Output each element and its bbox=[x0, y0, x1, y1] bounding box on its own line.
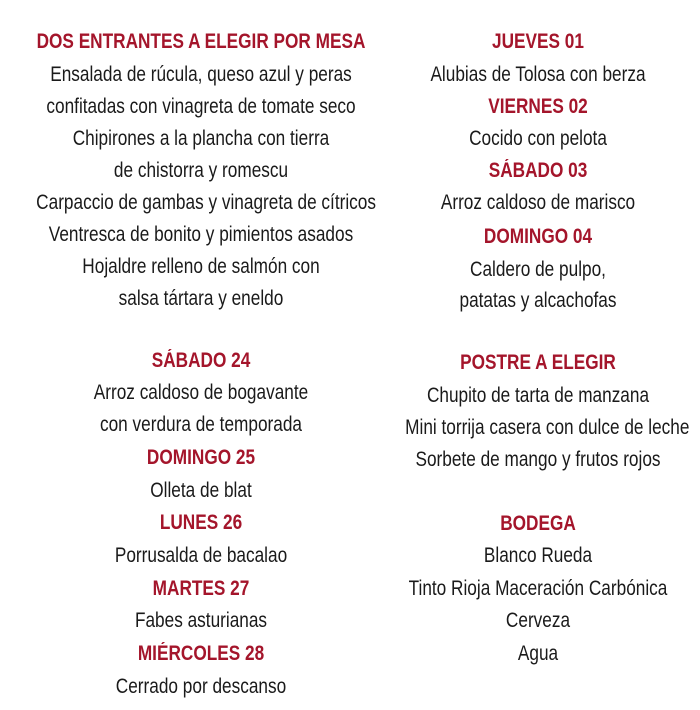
day-heading-jueves-01: JUEVES 01 bbox=[492, 30, 584, 53]
entrantes-line: confitadas con vinagreta de tomate seco bbox=[46, 95, 356, 118]
day-dish: Olleta de blat bbox=[150, 479, 252, 502]
day-heading-martes-27: MARTES 27 bbox=[152, 577, 250, 600]
postre-item: Mini torrija casera con dulce de leche bbox=[405, 416, 690, 439]
day-dish: Arroz caldoso de marisco bbox=[440, 191, 636, 214]
day-heading-domingo-25: DOMINGO 25 bbox=[146, 446, 256, 469]
postre-heading: POSTRE A ELEGIR bbox=[460, 351, 616, 374]
entrantes-line: Chipirones a la plancha con tierra bbox=[72, 127, 330, 150]
day-heading-lunes-26: LUNES 26 bbox=[159, 511, 243, 534]
postre-item: Sorbete de mango y frutos rojos bbox=[415, 448, 661, 471]
day-heading-viernes-02: VIERNES 02 bbox=[488, 95, 588, 118]
day-dish: con verdura de temporada bbox=[99, 413, 302, 436]
day-dish: patatas y alcachofas bbox=[459, 289, 617, 312]
day-dish: Cocido con pelota bbox=[469, 127, 607, 150]
postre-item: Chupito de tarta de manzana bbox=[426, 384, 650, 407]
bodega-item: Tinto Rioja Maceración Carbónica bbox=[408, 577, 668, 600]
day-dish: Porrusalda de bacalao bbox=[114, 544, 288, 567]
bodega-item: Agua bbox=[517, 642, 559, 665]
day-heading-miercoles-28: MIÉRCOLES 28 bbox=[137, 642, 265, 665]
entrantes-line: Ventresca de bonito y pimientos asados bbox=[48, 223, 354, 246]
entrantes-line: Hojaldre relleno de salmón con bbox=[82, 255, 320, 278]
day-dish: Fabes asturianas bbox=[134, 609, 268, 632]
day-dish: Alubias de Tolosa con berza bbox=[430, 63, 646, 86]
entrantes-heading: DOS ENTRANTES A ELEGIR POR MESA bbox=[36, 30, 366, 53]
day-heading-domingo-04: DOMINGO 04 bbox=[483, 225, 593, 248]
day-dish: Caldero de pulpo, bbox=[470, 258, 606, 281]
bodega-heading: BODEGA bbox=[500, 512, 576, 535]
entrantes-line: Ensalada de rúcula, queso azul y peras bbox=[50, 63, 352, 86]
entrantes-line: de chistorra y romescu bbox=[113, 159, 289, 182]
entrantes-line: salsa tártara y eneldo bbox=[118, 287, 284, 310]
day-heading-sabado-03: SÁBADO 03 bbox=[488, 159, 588, 182]
entrantes-line: Carpaccio de gambas y vinagreta de cítricos bbox=[36, 191, 376, 214]
bodega-item: Cerveza bbox=[505, 609, 571, 632]
bodega-item: Blanco Rueda bbox=[483, 544, 593, 567]
day-dish: Cerrado por descanso bbox=[115, 675, 287, 698]
day-dish: Arroz caldoso de bogavante bbox=[93, 381, 309, 404]
day-heading-sabado-24: SÁBADO 24 bbox=[151, 349, 251, 372]
